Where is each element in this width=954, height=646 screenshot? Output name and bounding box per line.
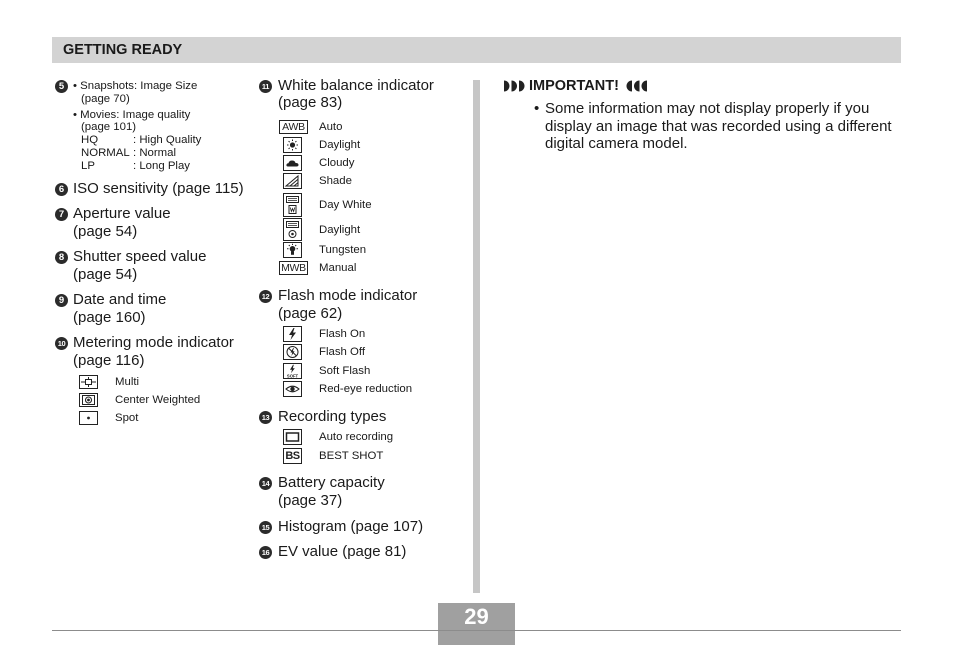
aperture-value-text: Aperture value [73, 205, 171, 222]
quality-code-normal: NORMAL [81, 147, 130, 159]
auto-recording-label: Auto recording [319, 431, 394, 443]
item-number-7: 7 [55, 208, 68, 221]
flash-off-icon [283, 344, 302, 360]
metering-mode-page-ref: (page 116) [73, 352, 145, 369]
histogram-text: Histogram (page 107) [278, 518, 424, 535]
movies-page-ref: (page 101) [81, 121, 137, 133]
wb-cloudy-label: Cloudy [319, 157, 355, 169]
wb-day-white-label: Day White [319, 199, 372, 211]
metering-spot-label: Spot [115, 412, 139, 424]
important-bullet: • [534, 100, 540, 117]
mwb-icon: MWB [279, 261, 308, 275]
white-balance-page-ref: (page 83) [278, 94, 343, 111]
page-number: 29 [464, 604, 489, 629]
shutter-speed-text: Shutter speed value [73, 248, 207, 265]
red-eye-icon [283, 381, 302, 397]
wb-auto-label: Auto [319, 121, 343, 133]
red-eye-label: Red-eye reduction [319, 383, 413, 395]
snapshots-image-size-text: • Snapshots: Image Size [73, 80, 198, 92]
date-time-page-ref: (page 160) [73, 309, 146, 326]
shade-icon [283, 173, 302, 189]
metering-mode-text: Metering mode indicator [73, 334, 234, 351]
iso-sensitivity-text: ISO sensitivity (page 115) [73, 180, 244, 197]
awb-icon: AWB [279, 120, 308, 134]
snapshots-page-ref: (page 70) [81, 93, 130, 105]
soft-flash-label: Soft Flash [319, 365, 371, 377]
wb-tungsten-label: Tungsten [319, 244, 367, 256]
best-shot-label: BEST SHOT [319, 450, 384, 462]
flash-mode-page-ref: (page 62) [278, 305, 343, 322]
fluorescent-day-white-icon [283, 193, 302, 217]
date-time-text: Date and time [73, 291, 167, 308]
metering-center-weighted-icon [79, 393, 98, 407]
section-title: GETTING READY [63, 42, 183, 58]
important-text-line-2: display an image that was recorded using a different [545, 117, 892, 135]
aperture-value-page-ref: (page 54) [73, 223, 138, 240]
item-number-12: 12 [259, 290, 272, 303]
item-number-8: 8 [55, 251, 68, 264]
light-bulb-icon [283, 242, 302, 258]
wb-daylight-fluorescent-label: Daylight [319, 224, 361, 236]
important-text-line-1: Some information may not display properly if you [545, 100, 870, 117]
wb-daylight-label: Daylight [319, 139, 361, 151]
metering-multi-label: Multi [115, 376, 140, 388]
column-separator [473, 80, 480, 593]
important-text-line-3: digital camera model. [545, 135, 688, 152]
recording-types-text: Recording types [278, 408, 387, 425]
metering-spot-icon [79, 411, 98, 425]
flash-mode-text: Flash mode indicator [278, 287, 418, 304]
quality-desc-normal: : Normal [133, 147, 177, 159]
quality-code-hq: HQ [81, 134, 99, 146]
flash-on-icon [283, 326, 302, 342]
item-number-6: 6 [55, 183, 68, 196]
soft-flash-icon [283, 363, 302, 379]
sun-icon [283, 137, 302, 153]
best-shot-icon: BS [283, 448, 302, 464]
white-balance-text: White balance indicator [278, 77, 434, 94]
flash-off-label: Flash Off [319, 346, 366, 358]
item-number-10: 10 [55, 337, 68, 350]
item-number-13: 13 [259, 411, 272, 424]
fluorescent-daylight-icon [283, 218, 302, 241]
soft-flash-icon-text: SOFT [286, 373, 299, 379]
quality-desc-lp: : Long Play [133, 160, 190, 172]
item-number-14: 14 [259, 477, 272, 490]
quality-code-lp: LP [81, 160, 95, 172]
battery-capacity-page-ref: (page 37) [278, 492, 343, 509]
item-number-15: 15 [259, 521, 272, 534]
cloud-icon [283, 155, 302, 171]
battery-capacity-text: Battery capacity [278, 474, 385, 491]
important-right-marks-icon [626, 80, 648, 92]
item-number-9: 9 [55, 294, 68, 307]
movies-image-quality-text: • Movies: Image quality [73, 109, 191, 121]
item-number-11: 11 [259, 80, 272, 93]
metering-center-weighted-label: Center Weighted [115, 394, 201, 406]
page-number-box-lower [438, 631, 515, 645]
wb-shade-label: Shade [319, 175, 352, 187]
shutter-speed-page-ref: (page 54) [73, 266, 138, 283]
quality-desc-hq: : High Quality [133, 134, 202, 146]
metering-multi-icon [79, 375, 98, 389]
important-heading: IMPORTANT! [529, 78, 619, 94]
flash-on-label: Flash On [319, 328, 366, 340]
wb-manual-label: Manual [319, 262, 357, 274]
ev-value-text: EV value (page 81) [278, 543, 407, 560]
important-left-marks-icon [503, 80, 525, 92]
item-number-16: 16 [259, 546, 272, 559]
auto-recording-icon [283, 429, 302, 445]
item-number-5: 5 [55, 80, 68, 93]
